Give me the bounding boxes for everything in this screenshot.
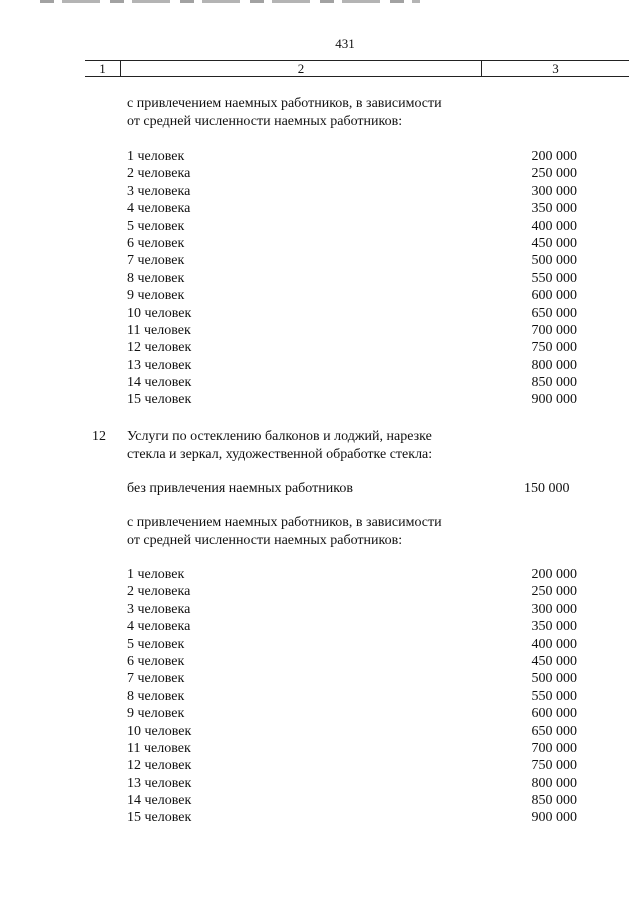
list-item [127, 183, 577, 200]
list-item [127, 740, 577, 757]
headcount-label: 9 человек [127, 288, 185, 304]
list-item [127, 270, 577, 287]
headcount-label: 10 человек [127, 723, 192, 739]
headcount-label: 9 человек [127, 706, 185, 722]
list-item [127, 148, 577, 165]
headcount-label: 15 человек [127, 392, 192, 408]
item-12-intro-line-2: от средней численности наемных работников: [127, 533, 403, 548]
amount-value: 600 000 [531, 288, 577, 304]
list-item [127, 792, 577, 809]
headcount-label: 6 человек [127, 235, 185, 251]
amount-value: 350 000 [531, 619, 577, 635]
list-item [127, 566, 577, 583]
headcount-label: 2 человека [127, 584, 191, 600]
headcount-label: 15 человек [127, 810, 192, 826]
list-item [127, 322, 577, 339]
list-item [127, 723, 577, 740]
item-12-without-hired-amount: 150 000 [524, 481, 570, 496]
list-item [127, 218, 577, 235]
item-12-intro-line-1: с привлечением наемных работников, в зависимости [127, 515, 442, 530]
headcount-label: 10 человек [127, 305, 192, 321]
list-item [127, 583, 577, 600]
scan-artifact [40, 0, 420, 3]
headcount-label: 4 человека [127, 201, 191, 217]
headcount-label: 3 человека [127, 183, 191, 199]
headcount-label: 4 человека [127, 619, 191, 635]
list-item [127, 618, 577, 635]
item-12-without-hired-label: без привлечения наемных работников [127, 481, 353, 496]
headcount-label: 3 человека [127, 601, 191, 617]
headcount-label: 13 человек [127, 357, 192, 373]
column-header-1: 1 [99, 61, 106, 76]
headcount-label: 5 человек [127, 218, 185, 234]
amount-value: 800 000 [531, 357, 577, 373]
amount-value: 200 000 [531, 567, 577, 582]
list-item [127, 809, 577, 826]
column-header-row [85, 60, 629, 77]
amount-value: 300 000 [531, 183, 577, 199]
amount-value: 450 000 [531, 235, 577, 251]
headcount-label: 6 человек [127, 653, 185, 669]
headcount-label: 12 человек [127, 758, 192, 774]
list-item [127, 636, 577, 653]
headcount-label: 5 человек [127, 636, 185, 652]
list-item [127, 775, 577, 792]
amount-value: 500 000 [531, 671, 577, 687]
list-item [127, 339, 577, 356]
headcount-label: 11 человек [127, 740, 191, 756]
headcount-label: 11 человек [127, 322, 191, 338]
item-12-number: 12 [92, 429, 106, 444]
amount-value: 850 000 [531, 793, 577, 809]
amount-value: 550 000 [531, 688, 577, 704]
list-item [127, 705, 577, 722]
item-12-title-line-2: стекла и зеркал, художественной обработке стекла: [127, 447, 433, 462]
amount-value: 450 000 [531, 653, 577, 669]
amount-value: 400 000 [531, 636, 577, 652]
page-number: 431 [335, 36, 355, 51]
headcount-label: 1 человек [127, 149, 185, 164]
headcount-label: 12 человек [127, 340, 192, 356]
headcount-label: 7 человек [127, 253, 185, 269]
headcount-label: 1 человек [127, 567, 185, 582]
amount-value: 800 000 [531, 775, 577, 791]
headcount-label: 2 человека [127, 166, 191, 182]
amount-value: 850 000 [531, 375, 577, 391]
amount-value: 700 000 [531, 740, 577, 756]
list-item [127, 200, 577, 217]
list-item [127, 305, 577, 322]
headcount-label: 14 человек [127, 793, 192, 809]
headcount-label: 8 человек [127, 688, 185, 704]
amount-value: 200 000 [531, 149, 577, 164]
list-item [127, 357, 577, 374]
list-item [127, 688, 577, 705]
column-header-3: 3 [552, 61, 559, 76]
block1-intro-line-1: с привлечением наемных работников, в зависимости [127, 96, 442, 111]
list-item [127, 252, 577, 269]
block1-headcount-list [127, 148, 577, 409]
amount-value: 750 000 [531, 340, 577, 356]
item-12-title-line-1: Услуги по остеклению балконов и лоджий, нарезке [127, 429, 432, 444]
headcount-label: 14 человек [127, 375, 192, 391]
item-12-headcount-list [127, 566, 577, 827]
headcount-label: 13 человек [127, 775, 192, 791]
amount-value: 900 000 [531, 810, 577, 826]
amount-value: 650 000 [531, 723, 577, 739]
amount-value: 400 000 [531, 218, 577, 234]
amount-value: 650 000 [531, 305, 577, 321]
list-item [127, 165, 577, 182]
list-item [127, 287, 577, 304]
amount-value: 250 000 [531, 584, 577, 600]
list-item [127, 670, 577, 687]
amount-value: 350 000 [531, 201, 577, 217]
list-item [127, 653, 577, 670]
headcount-label: 8 человек [127, 270, 185, 286]
amount-value: 500 000 [531, 253, 577, 269]
list-item [127, 374, 577, 391]
amount-value: 750 000 [531, 758, 577, 774]
headcount-label: 7 человек [127, 671, 185, 687]
list-item [127, 235, 577, 252]
column-header-2: 2 [297, 61, 305, 76]
list-item [127, 391, 577, 408]
amount-value: 550 000 [531, 270, 577, 286]
list-item [127, 757, 577, 774]
amount-value: 900 000 [531, 392, 577, 408]
amount-value: 250 000 [531, 166, 577, 182]
amount-value: 700 000 [531, 322, 577, 338]
amount-value: 600 000 [531, 706, 577, 722]
block1-intro-line-2: от средней численности наемных работников: [127, 114, 403, 129]
list-item [127, 601, 577, 618]
amount-value: 300 000 [531, 601, 577, 617]
